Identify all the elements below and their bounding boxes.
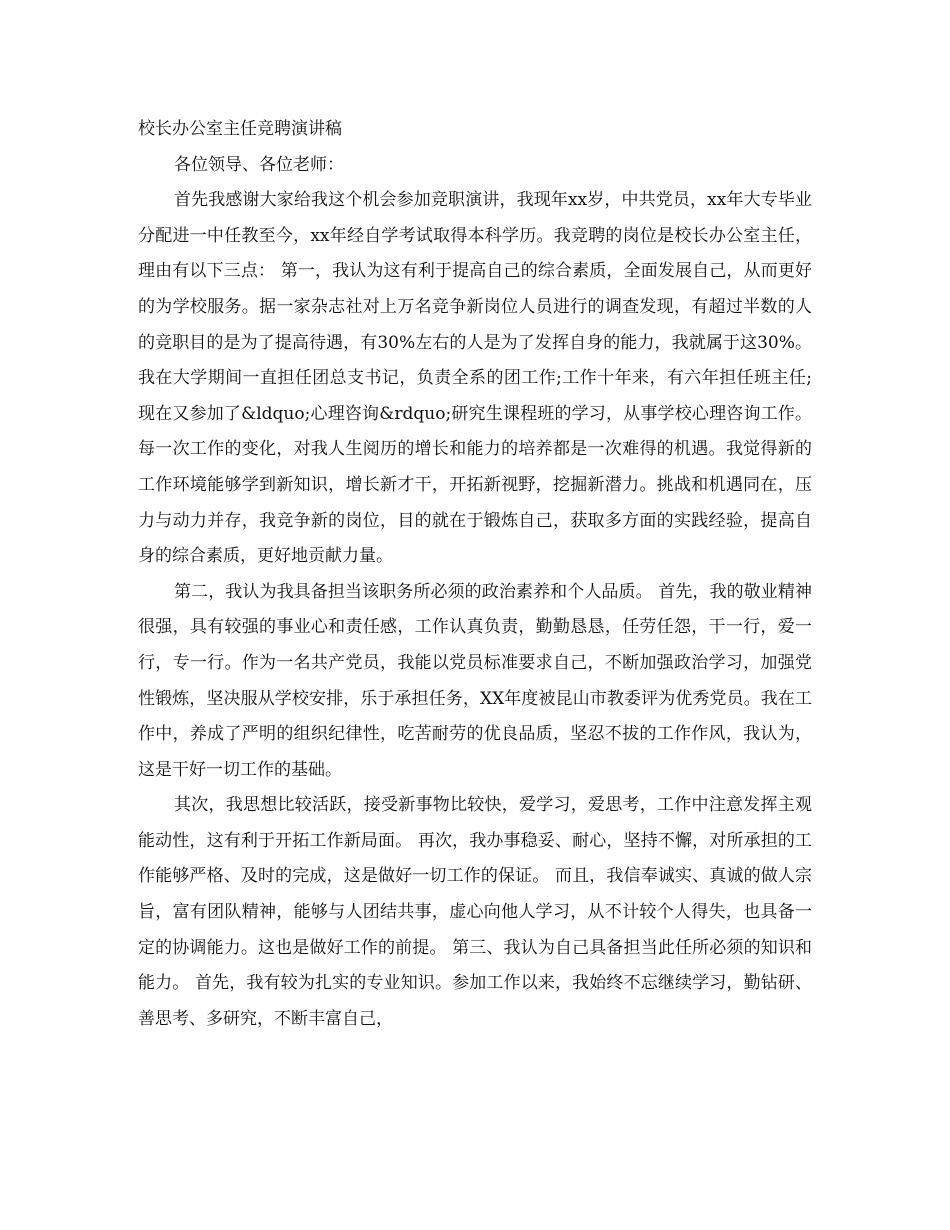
paragraph: 首先我感谢大家给我这个机会参加竞职演讲，我现年xx岁，中共党员，xx年大专毕业分配进一中任教至今，xx年经自学考试取得本科学历。我竞聘的岗位是校长办公室主任，理由有以下三点： 第一，我认为这有利于提高自己的综合素质，全面发展自己，从而更好的为学校服务。据一家杂志社对上万名竞争新岗位人员进行的调查发现，有超过半数的人的竞职目的是为了提高待遇，有30%左右的人是为了发挥自身的能力，我就属于这30%。我在大学期间一直担任团总支书记，负责全系的团工作;工作十年来，有六年担任班主任;现在又参加了&ldquo;心理咨询&rdquo;研究生课程班的学习，从事学校心理咨询工作。每一次工作的变化，对我人生阅历的增长和能力的培养都是一次难得的机遇。我觉得新的工作环境能够学到新知识，增长新才干，开拓新视野，挖掘新潜力。挑战和机遇同在，压力与动力并存，我竞争新的岗位，目的就在于锻炼自己，获取多方面的实践经验，提高自身的综合素质，更好地贡献力量。	[138, 190, 812, 567]
document-body	[138, 112, 812, 1037]
paragraph: 第二，我认为我具备担当该职务所必须的政治素养和个人品质。 首先，我的敬业精神很强，具有较强的事业心和责任感，工作认真负责，勤勤恳恳，任劳任怨，干一行，爱一行，专一行。作为一名共产党员，我能以党员标准要求自己，不断加强政治学习，加强党性锻炼，坚决服从学校安排，乐于承担任务，XX年度被昆山市教委评为优秀党员。我在工作中，养成了严明的组织纪律性，吃苦耐劳的优良品质，坚忍不拔的工作作风，我认为，这是干好一切工作的基础。	[138, 581, 812, 780]
document-title: 校长办公室主任竞聘演讲稿	[138, 119, 342, 139]
salutation: 各位领导、各位老师：	[174, 154, 344, 175]
paragraph: 其次，我思想比较活跃，接受新事物比较快，爱学习，爱思考，工作中注意发挥主观能动性，这有利于开拓工作新局面。 再次，我办事稳妥、耐心，坚持不懈，对所承担的工作能够严格、及时的完成，这是做好一切工作的保证。 而且，我信奉诚实、真诚的做人宗旨，富有团队精神，能够与人团结共事，虚心向他人学习，从不计较个人得失，也具备一定的协调能力。这也是做好工作的前提。 第三、我认为自己具备担当此任所必须的知识和能力。 首先，我有较为扎实的专业知识。参加工作以来，我始终不忘继续学习，勤钻研、善思考、多研究，不断丰富自己，	[138, 795, 812, 1029]
